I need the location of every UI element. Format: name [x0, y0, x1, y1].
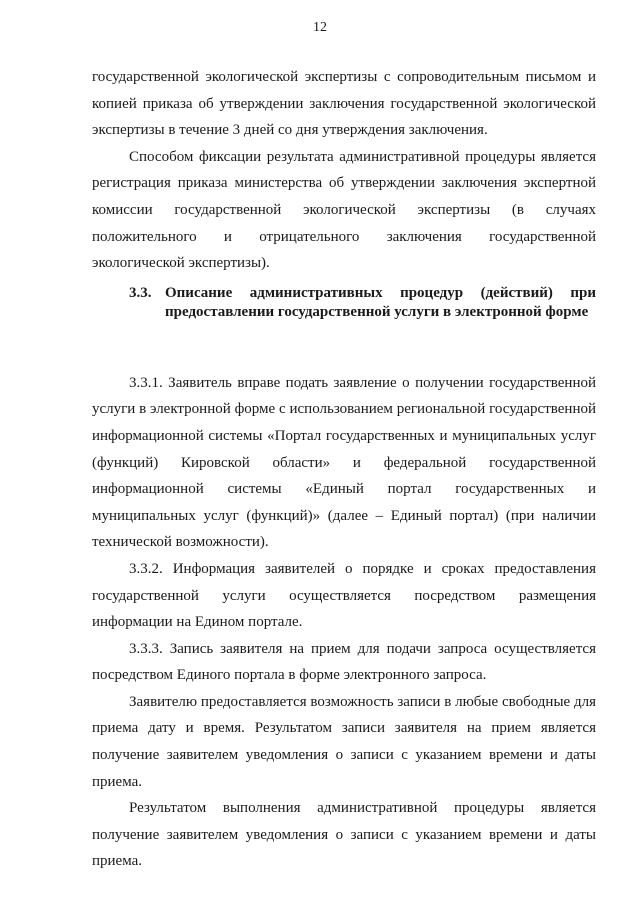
section-title: Описание административных процедур (действий) при предоставлении государственной услуги в электронной форме	[165, 284, 596, 320]
paragraph: 3.3.3. Запись заявителя на прием для подачи запроса осуществляется посредством Единого портала в форме электронного запроса.	[92, 640, 596, 684]
paragraph: государственной экологической экспертизы с сопроводительным письмом и копией приказа об утверждении заключения государственной экологической экспертизы в течение 3 дней со дня утверждения заключения.	[92, 69, 596, 139]
section-heading	[92, 284, 596, 322]
paragraph: 3.3.1. Заявитель вправе подать заявление о получении государственной услуги в электронной форме с использованием региональной государственной информационной системы «Портал государственных и муниципальных услуг (функций) Кировской области» и федеральной государственной информационной системы «Единый портал государственных и муниципальных услуг (функций)» (далее – Единый портал) (при наличии технической возможности).	[92, 374, 596, 551]
section-number: 3.3.	[129, 284, 152, 301]
page-number: 12	[313, 20, 327, 35]
document-body	[92, 64, 596, 875]
paragraph: 3.3.2. Информация заявителей о порядке и сроках предоставления государственной услуги осуществляется посредством размещения информации на Едином портале.	[92, 560, 596, 631]
paragraph: Заявителю предоставляется возможность записи в любые свободные для приема дату и время. Результатом записи заявителя на прием является получение заявителем уведомления о записи с указанием времени и даты приема.	[92, 693, 596, 790]
paragraph: Способом фиксации результата административной процедуры является регистрация приказа министерства об утверждении заключения экспертной комиссии государственной экологической экспертизы (в случаях положительного и отрицательного заключения государственной экологической экспертизы).	[92, 148, 596, 272]
paragraph: Результатом выполнения административной процедуры является получение заявителем уведомления о записи с указанием времени и даты приема.	[92, 800, 596, 870]
